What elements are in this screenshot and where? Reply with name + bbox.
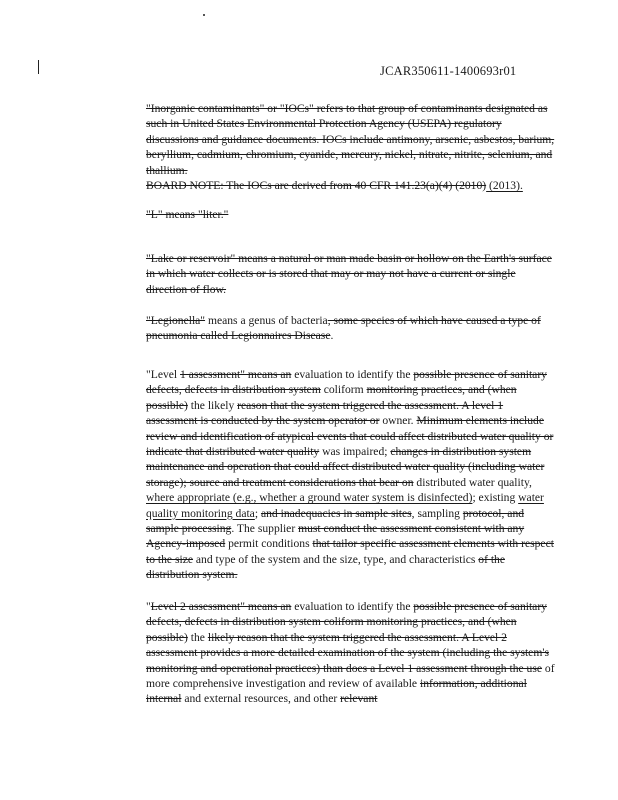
level1-struck-2: possible presence of sanitary defects, defects in distribution system (146, 368, 547, 397)
level1-struck-4: reason that the system triggered the assessment. A level 1 assessment is conducted by the system operator or (146, 398, 504, 428)
liter-definition-text: "L" means "liter." (146, 208, 229, 221)
level1-text-6: was impaired; (319, 445, 391, 459)
level1-text-7: distributed water quality, (413, 475, 532, 489)
level2-struck-1: Level 2 assessment" means an (150, 600, 292, 613)
level1-struck-6: changes in distribution system maintenance and operation that could affect distributed water quality (including water storage); source and treatment considerations that bear on (146, 445, 545, 489)
definition-inorganic-contaminants (146, 101, 556, 193)
lake-definition-text: "Lake or reservoir" means a natural or man made basin or hollow on the Earth's surface in which water collects or is stored that may or may not have a current or single direction of flow. (146, 252, 552, 296)
legionella-struck-b: , some species of which have caused a type of pneumonia called Legionnaires Disease (146, 314, 541, 343)
scan-speck (203, 14, 205, 16)
definition-level-2-assessment (146, 599, 556, 707)
definition-legionella (146, 313, 556, 344)
level1-underline-1: where appropriate (e.g., whether a ground water system is disinfected) (146, 491, 473, 505)
level2-struck-2: possible presence of sanitary defects, defects in distribution system coliform monitoring practices, and (when possible) (146, 600, 547, 644)
definition-liter (146, 207, 556, 222)
level1-text-9: ; (254, 506, 261, 520)
ioc-year-new: (2013). (486, 179, 523, 193)
level1-struck-9: must conduct the assessment consistent with any Agency-imposed (146, 522, 525, 551)
level1-struck-7: and inadequacies in sample sites (260, 506, 412, 520)
level2-text-1: " (146, 600, 151, 613)
level1-text-13: and type of the system and the size, type, and characteristics (193, 552, 479, 566)
margin-mark (38, 60, 39, 74)
level1-struck-11: of the distribution system. (146, 552, 505, 582)
level1-text-10: , sampling (411, 506, 463, 520)
level1-text-3: coliform (320, 383, 367, 397)
legionella-text-a: means a genus of bacteria (205, 314, 328, 327)
level2-text-3: the (187, 630, 208, 644)
ioc-definition-text: "Inorganic contaminants" or "IOCs" refers to that group of contaminants designated as such in United States Environmental Protection Agency (USEPA) regulatory discussions and guidance documents. IOCs include antimony, arsenic, asbestos, barium, beryllium, cadmium, chromium, cyanide, mercury, nickel, nitrate, nitrite, selenium, and thallium. (146, 102, 555, 177)
level2-text-4: of more comprehensive investigation and review of available (146, 661, 555, 691)
level1-struck-10: that tailor specific assessment elements with respect to the size (146, 537, 554, 566)
definition-level-1-assessment (146, 367, 556, 583)
legionella-term: "Legionella" (146, 314, 206, 327)
level2-struck-4: information, additional internal (146, 677, 527, 706)
level2-text-2: evaluation to identify the (291, 600, 414, 613)
level1-struck-3: monitoring practices, and (when possible) (146, 383, 517, 412)
definition-lake-or-reservoir (146, 251, 556, 297)
level2-struck-3: likely reason that the system triggered the assessment. A Level 2 assessment provides a more detailed examination of the system (including the system's monitoring and operational practices) than does a Level 1 assessment through the use (146, 630, 549, 675)
level1-text-1: "Level (146, 368, 181, 381)
level1-text-5: owner. (379, 414, 417, 428)
document-id: JCAR350611-1400693r01 (380, 64, 517, 78)
level1-text-8: ; existing (472, 491, 519, 505)
ioc-board-note: BOARD NOTE: The IOCs are derived from 40 CFR 141.23(a)(4) (2010) (146, 179, 487, 193)
level1-struck-8: protocol, and sample processing (146, 506, 525, 536)
level1-struck-1: 1 assessment" means an (180, 368, 292, 381)
level1-text-11: . The supplier (231, 522, 299, 536)
legionella-period: . (330, 329, 334, 343)
level2-struck-5: relevant (340, 692, 378, 706)
level2-text-5: and external resources, and other (181, 692, 341, 706)
level1-text-2: evaluation to identify the (291, 368, 414, 381)
level1-underline-2: water quality monitoring data (146, 491, 544, 520)
level1-struck-5: Minimum elements include review and identification of atypical events that could affect distributed water quality or indicate that distributed water quality (146, 414, 554, 459)
level1-text-4: the likely (187, 398, 238, 412)
level1-text-12: permit conditions (225, 537, 313, 551)
